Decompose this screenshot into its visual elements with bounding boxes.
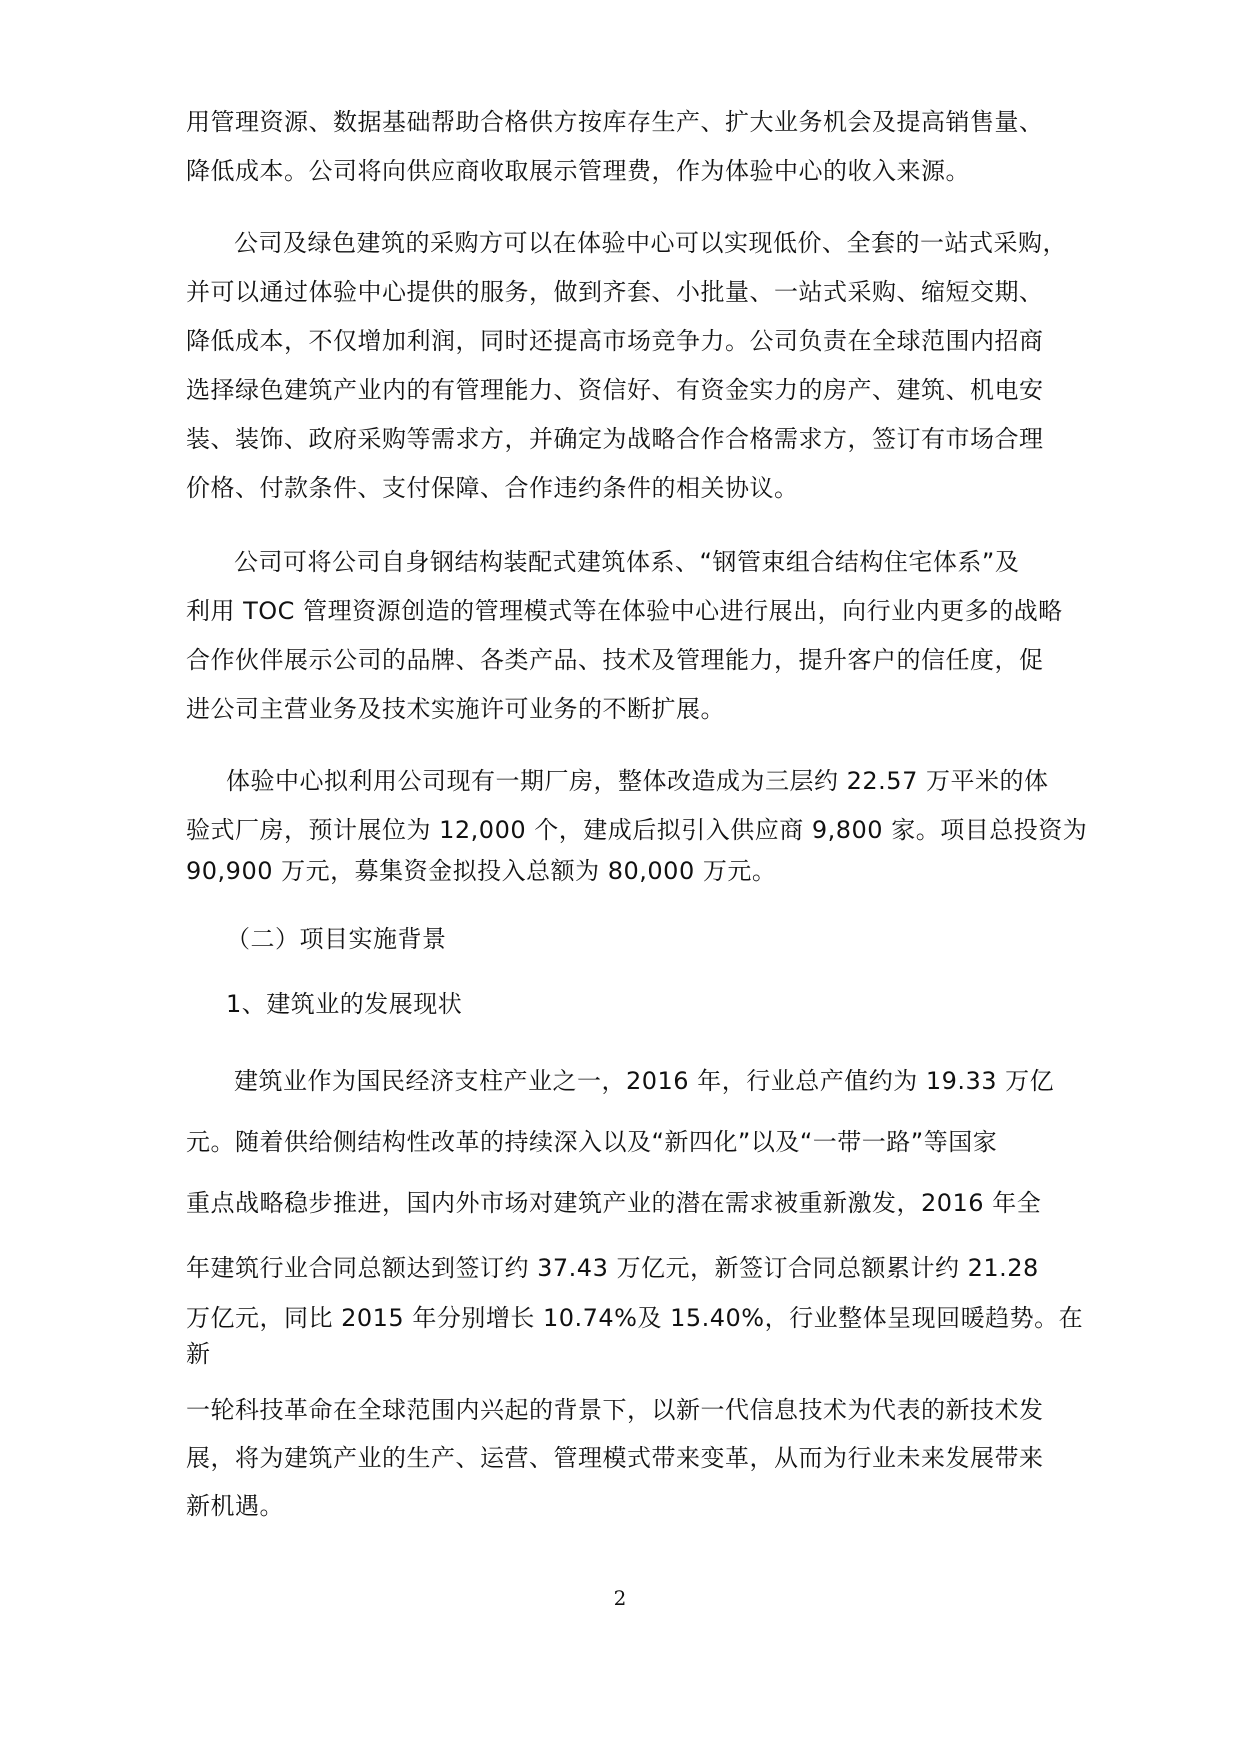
paragraph-3-line-1: 公司可将公司自身钢结构装配式建筑体系、“钢管束组合结构住宅体系”及 bbox=[234, 548, 1020, 576]
paragraph-5-line-1: 建筑业作为国民经济支柱产业之一，2016 年，行业总产值约为 19.33 万亿 bbox=[234, 1067, 1055, 1095]
paragraph-4-line-2: 验式厂房，预计展位为 12,000 个，建成后拟引入供应商 9,800 家。项目总投资为 bbox=[186, 816, 1088, 844]
paragraph-4-line-1: 体验中心拟利用公司现有一期厂房，整体改造成为三层约 22.57 万平米的体 bbox=[226, 767, 1049, 795]
paragraph-5-line-8: 展，将为建筑产业的生产、运营、管理模式带来变革，从而为行业未来发展带来 bbox=[186, 1444, 1044, 1472]
paragraph-4-line-3: 90,900 万元，募集资金拟投入总额为 80,000 万元。 bbox=[186, 857, 777, 885]
paragraph-3-line-2: 利用 TOC 管理资源创造的管理模式等在体验中心进行展出，向行业内更多的战略 bbox=[186, 597, 1063, 625]
paragraph-2-line-4: 选择绿色建筑产业内的有管理能力、资信好、有资金实力的房产、建筑、机电安 bbox=[186, 376, 1044, 404]
paragraph-5-line-4: 年建筑行业合同总额达到签订约 37.43 万亿元，新签订合同总额累计约 21.28 bbox=[186, 1254, 1039, 1282]
paragraph-3-line-3: 合作伙伴展示公司的品牌、各类产品、技术及管理能力，提升客户的信任度，促 bbox=[186, 646, 1044, 674]
paragraph-5-line-5: 万亿元，同比 2015 年分别增长 10.74%及 15.40%，行业整体呈现回暖趋势。在 bbox=[186, 1304, 1084, 1332]
section-heading: （二）项目实施背景 bbox=[226, 925, 447, 953]
page-number: 2 bbox=[613, 1586, 627, 1610]
paragraph-5-line-9: 新机遇。 bbox=[186, 1492, 284, 1520]
paragraph-2-line-6: 价格、付款条件、支付保障、合作违约条件的相关协议。 bbox=[186, 474, 799, 502]
paragraph-3-line-4: 进公司主营业务及技术实施许可业务的不断扩展。 bbox=[186, 695, 725, 723]
paragraph-2-line-1: 公司及绿色建筑的采购方可以在体验中心可以实现低价、全套的一站式采购， bbox=[234, 229, 1067, 257]
subsection-heading: 1、建筑业的发展现状 bbox=[226, 990, 463, 1018]
paragraph-5-line-7: 一轮科技革命在全球范围内兴起的背景下，以新一代信息技术为代表的新技术发 bbox=[186, 1396, 1044, 1424]
paragraph-5-line-2: 元。随着供给侧结构性改革的持续深入以及“新四化”以及“一带一路”等国家 bbox=[186, 1128, 998, 1156]
paragraph-5-line-3: 重点战略稳步推进，国内外市场对建筑产业的潜在需求被重新激发，2016 年全 bbox=[186, 1189, 1042, 1217]
paragraph-5-line-6: 新 bbox=[186, 1340, 211, 1368]
paragraph-2-line-5: 装、装饰、政府采购等需求方，并确定为战略合作合格需求方，签订有市场合理 bbox=[186, 425, 1044, 453]
paragraph-1-line-1: 用管理资源、数据基础帮助合格供方按库存生产、扩大业务机会及提高销售量、 bbox=[186, 108, 1044, 136]
paragraph-2-line-3: 降低成本，不仅增加利润，同时还提高市场竞争力。公司负责在全球范围内招商 bbox=[186, 327, 1044, 355]
paragraph-2-line-2: 并可以通过体验中心提供的服务，做到齐套、小批量、一站式采购、缩短交期、 bbox=[186, 278, 1044, 306]
paragraph-1-line-2: 降低成本。公司将向供应商收取展示管理费，作为体验中心的收入来源。 bbox=[186, 157, 970, 185]
